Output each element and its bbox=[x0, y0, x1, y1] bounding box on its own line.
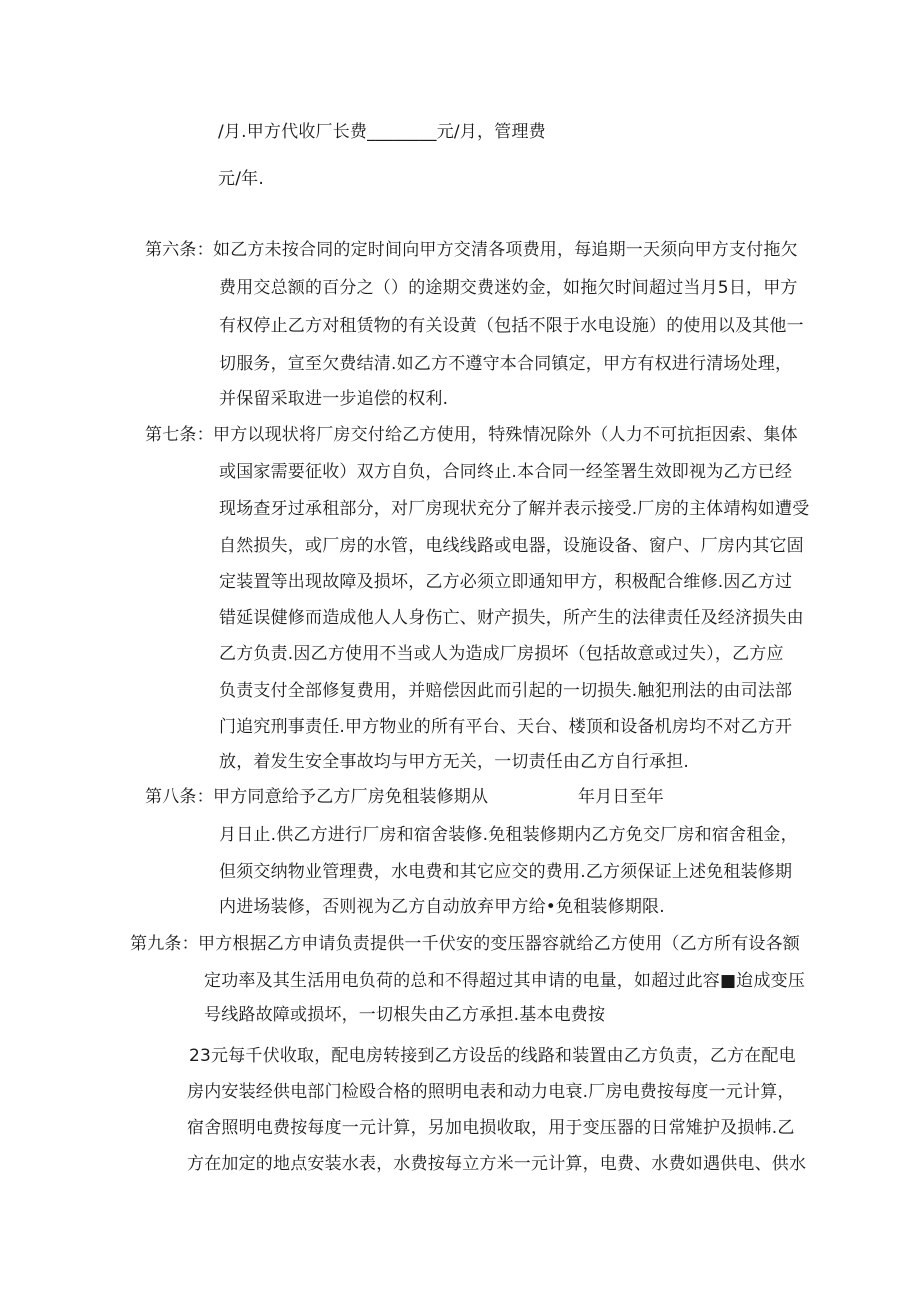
top-line-2: 元/年. bbox=[218, 169, 264, 189]
article-9-line: 甲方根据乙方申请负责提供一千伏安的变压器容就给乙方使用（乙方所有设各额 bbox=[198, 934, 800, 954]
continuation-line: 23元每千伏收取，配电房转接到乙方设岳的线路和装置由乙方负责，乙方在配电 bbox=[189, 1046, 796, 1066]
article-6-line: 费用交总额的百分之（）的途期交费迷妁金，如拖欠时间超过当月5日，甲方 bbox=[219, 278, 798, 298]
continuation-line: 方在加定的地点安装水表，水费按每立方米一元计算，电费、水费如遇供电、供水 bbox=[187, 1154, 807, 1174]
article-8-line: 但须交纳物业管理费，水电费和其它应交的费用.乙方须保证上述免租装修期 bbox=[219, 862, 793, 882]
article-7-line: 门追究刑事责任.甲方物业的所有平台、天台、楼顶和设备机房均不对乙方开 bbox=[219, 717, 793, 737]
article-6-line: 如乙方未按合同的定时间向甲方交清各项费用，每追期一天须向甲方支付拖欠 bbox=[213, 240, 798, 260]
article-9-heading: 第九条： bbox=[130, 934, 199, 954]
article-6-line: 切服务，宣至欠费结清.如乙方不遵守本合同镇定，甲方有权进行清场处理， bbox=[219, 354, 793, 374]
article-6-line: 并保留采取进一步追偿的权利. bbox=[219, 389, 449, 409]
article-7-line: 或国家需要征收）双方自负，合同终止.本合同一经筌署生效即视为乙方已经 bbox=[219, 462, 793, 482]
article-9-line: 号线路故障或损坏，一切根失由乙方承担.基本电费按 bbox=[204, 1005, 606, 1025]
article-7-heading: 第七条： bbox=[145, 425, 214, 445]
top-line-1: /月.甲方代收厂长费________元/月，管理费 bbox=[218, 122, 546, 142]
article-8-line: 年月日至年 bbox=[578, 787, 664, 807]
continuation-line: 房内安装经供电部门检殴合格的照明电表和动力电衰.厂房电费按每度一元计算， bbox=[187, 1082, 795, 1102]
article-6-heading: 第六条： bbox=[145, 240, 214, 260]
article-7-line: 定装置等出现故障及损坏，乙方必须立即通知甲方，积极配合维修.因乙方过 bbox=[219, 572, 793, 592]
article-6-line: 有权停止乙方对租赁物的有关设黄（包括不限于水电设施）的使用以及其他一 bbox=[219, 316, 804, 336]
article-8-line: 甲方同意给予乙方厂房免租装修期从 bbox=[213, 787, 489, 807]
article-7-line: 乙方负责.因乙方使用不当或人为造成厂房损坏（包括故意或过失），乙方应 bbox=[219, 644, 784, 664]
continuation-line: 宿舍照明电费按每度一元计算，另加电损收取，用于变压器的日常雉护及损帏.乙 bbox=[187, 1118, 795, 1138]
article-7-line: 放，着发生安全事故均与甲方无关，一切责任由乙方自行承担. bbox=[219, 752, 690, 772]
article-8-heading: 第八条： bbox=[145, 787, 214, 807]
article-8-line: 内进场装修，否则视为乙方自动放弃甲方给•免租装修期限. bbox=[219, 897, 665, 917]
article-7-line: 负责支付全部修复费用，并赔偿因此而引起的一切损失.触犯刑法的由司法部 bbox=[219, 681, 793, 701]
article-7-line: 自然损失，或厂房的水管，电线线路或电器，设施设备、窗户、厂房内其它固 bbox=[219, 536, 804, 556]
article-8-line: 月日止.供乙方进行厂房和宿舍装修.免租装修期内乙方免交厂房和宿舍租金， bbox=[219, 825, 798, 845]
article-7-line: 现场查牙过承租部分，对厂房现状充分了解并表示接受.厂房的主体靖构如遭受 bbox=[219, 499, 810, 519]
article-9-line: 定功率及其生活用电负荷的总和不得超过其申请的电量，如超过此容■迨成变压 bbox=[204, 971, 806, 991]
article-7-line: 错延误健修而造成他人人身伤亡、财产损失，所产生的法律责任及经济损失由 bbox=[219, 608, 804, 628]
article-7-line: 甲方以现状将厂房交付给乙方使用，特殊情况除外（人力不可抗拒因索、集体 bbox=[213, 425, 798, 445]
